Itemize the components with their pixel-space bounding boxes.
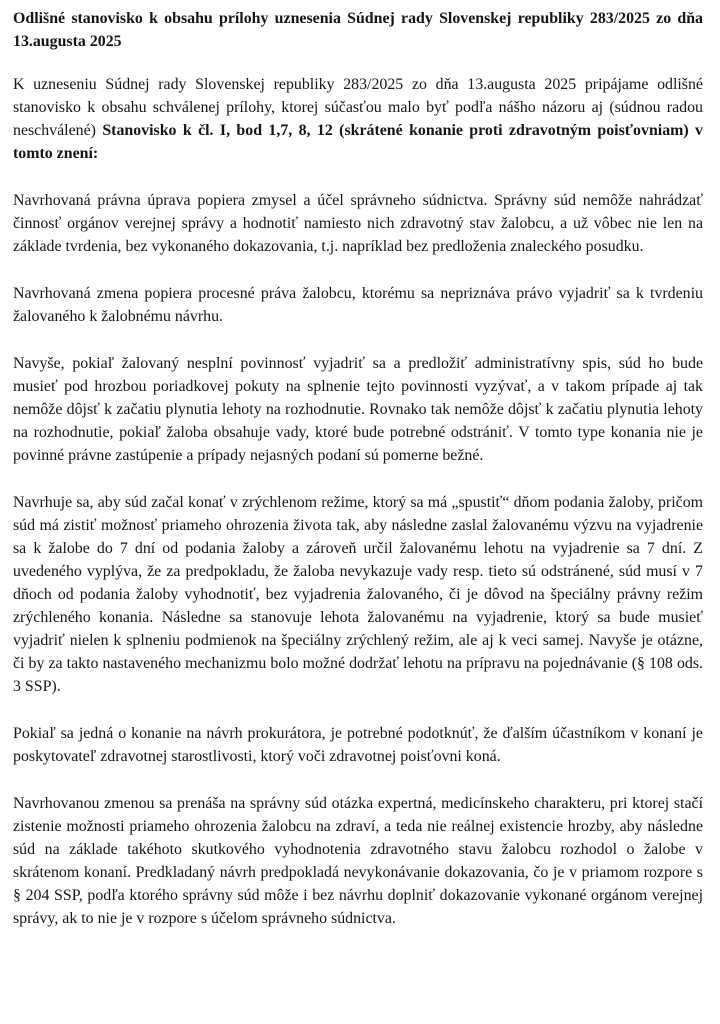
document-title: Odlišné stanovisko k obsahu prílohy uznesenia Súdnej rady Slovenskej republiky 283/2025 zo dňa 13.augusta 2025 bbox=[13, 10, 703, 50]
paragraph-administrative-file: Navyše, pokiaľ žalovaný nesplní povinnosť vyjadriť sa a predložiť administratívny spis, súd ho bude musieť pod hrozbou poriadkovej pokuty na splnenie tejto povinnosti vyzývať, a v takom prípade aj tak nemôže dôjsť k začatiu plynutia lehoty na rozhodnutie. Rovnako tak nemôže dôjsť k začatiu plynutia lehoty na rozhodnutie, pokiaľ žaloba obsahuje vady, ktoré bude potrebné odstrániť. V tomto type konania nie je povinné právne zastúpenie a prípady nejasných podaní sú pomerne bežné. bbox=[13, 355, 703, 464]
paragraph-prosecutor-motion: Pokiaľ sa jedná o konanie na návrh prokurátora, je potrebné podotknúť, že ďalším účastníkom v konaní je poskytovateľ zdravotnej starostlivosti, ktorý voči zdravotnej poisťovni koná. bbox=[13, 725, 703, 765]
paragraph-expedited-regime: Navrhuje sa, aby súd začal konať v zrýchlenom režime, ktorý sa má „spustiť“ dňom podania žaloby, pričom súd má zistiť možnosť priameho ohrozenia života tak, aby následne zaslal žalovanému výzvu na vyjadrenie sa k žalobe do 7 dní od podania žaloby a zároveň určil žalovanému lehotu na vyjadrenie sa 7 dní. Z uvedeného vyplýva, že za predpokladu, že žaloba nevykazuje vady resp. tieto sú odstránené, súd musí v 7 dňoch od podania žaloby vyhodnotiť, bez vyjadrenia žalovaného, či je dôvod na špeciálny právny režim zrýchleného konania. Následne sa stanovuje lehota žalovanému na vyjadrenie, ktorý sa bude musieť vyjadriť nielen k splneniu podmienok na špeciálny zrýchlený režim, ale aj k veci samej. Navyše je otázne, či by za takto nastaveného mechanizmu bolo možné dodržať lehotu na prípravu na pojednávanie (§ 108 ods. 3 SSP). bbox=[13, 494, 703, 695]
intro-paragraph bbox=[13, 73, 703, 165]
intro-paragraph-bold-text: Stanovisko k čl. I, bod 1,7, 8, 12 (skrátené konanie proti zdravotným poisťovniam) v tomto znení: bbox=[13, 122, 703, 162]
paragraph-legal-purpose: Navrhovaná právna úprava popiera zmysel a účel správneho súdnictva. Správny súd nemôže nahrádzať činnosť orgánov verejnej správy a hodnotiť namiesto nich zdravotný stav žalobcu, a už vôbec nie len na základe tvrdenia, bez vykonaného dokazovania, t.j. napríklad bez predloženia znaleckého posudku. bbox=[13, 192, 703, 255]
paragraph-procedural-rights: Navrhovaná zmena popiera procesné práva žalobcu, ktorému sa nepriznáva právo vyjadriť sa k tvrdeniu žalovaného k žalobnému návrhu. bbox=[13, 285, 703, 325]
intro-paragraph-text: K uzneseniu Súdnej rady Slovenskej republiky 283/2025 zo dňa 13.augusta 2025 pripájame odlišné stanovisko k obsahu schválenej prílohy, ktorej súčasťou malo byť podľa nášho názoru aj (súdnou radou neschválené) bbox=[13, 76, 703, 139]
paragraph-expert-question: Navrhovanou zmenou sa prenáša na správny súd otázka expertná, medicínskeho charakteru, pri ktorej stačí zistenie možnosti priameho ohrozenia žalobcu na zdraví, a teda nie reálnej existencie hrozby, aby následne súd na základe takéhoto skutkového vyhodnotenia zdravotného stavu žalobcu rozhodol o žalobe v skrátenom konaní. Predkladaný návrh predpokladá nevykonávanie dokazovania, čo je v priamom rozpore s § 204 SSP, podľa ktorého správny súd môže i bez návrhu doplniť dokazovanie vykonané orgánom verejnej správy, ak to nie je v rozpore s účelom správneho súdnictva. bbox=[13, 795, 703, 927]
